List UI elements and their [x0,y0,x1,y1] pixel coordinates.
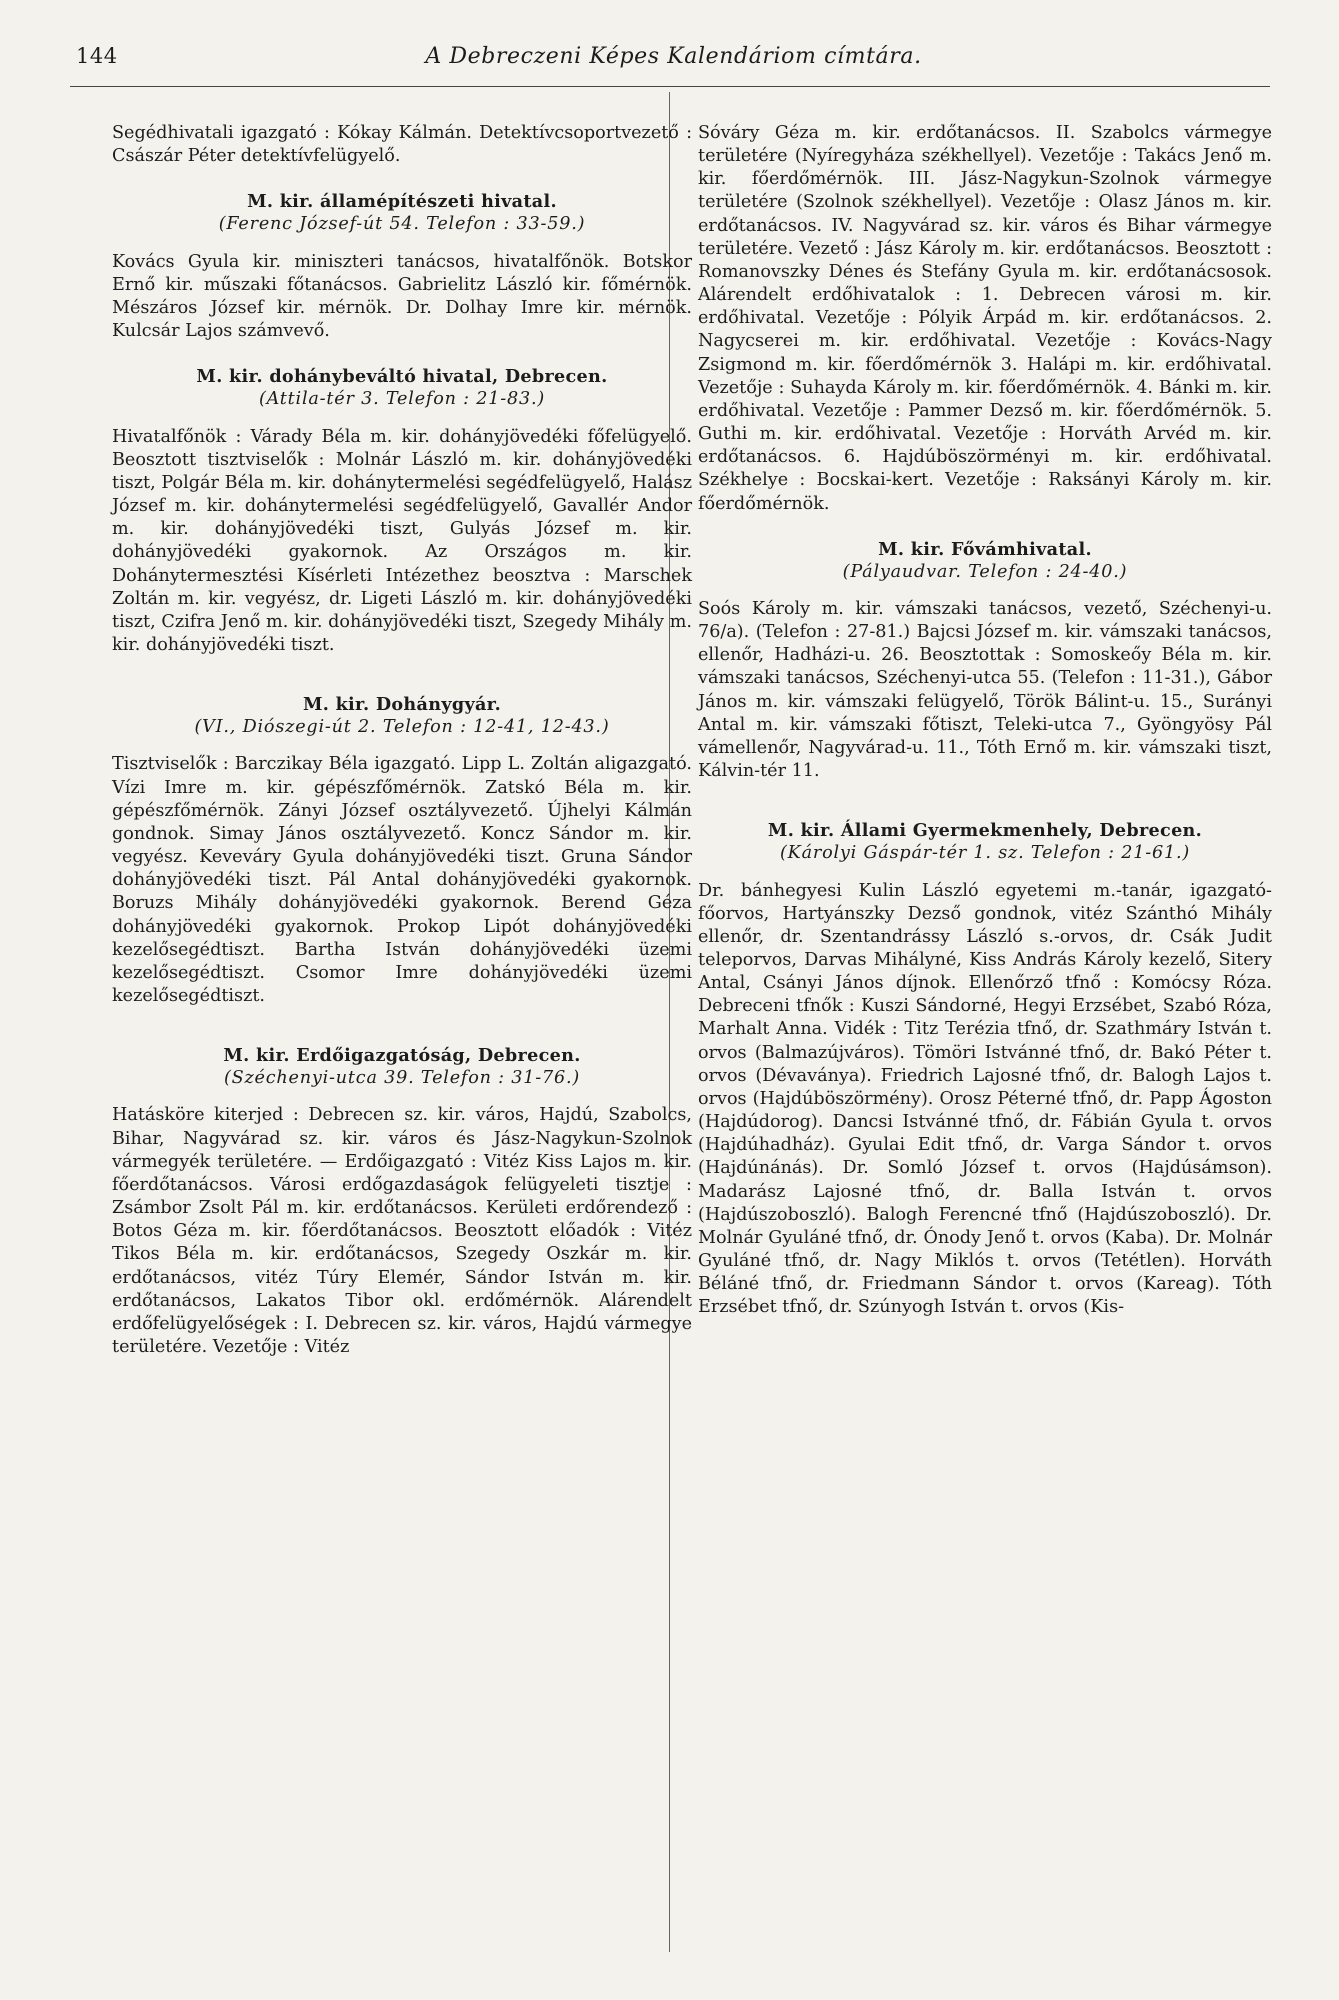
section-body-dohanybevalto: Hivatalfőnök : Várady Béla m. kir. dohányjövedéki főfelügyelő. Beosztott tisztviselők : Molnár László m. kir. dohányjövedéki tiszt, Polgár Béla m. kir. dohánytermelési segédfelügyelő, Halász József m. kir. dohánytermelési segédfelügyelő, Gavallér Andor m. kir. dohányjövedéki tiszt, Gulyás József m. kir. dohányjövedéki gyakornok. Az Országos m. kir. Dohánytermesztési Kísérleti Intézethez beosztva : Marschek Zoltán m. kir. vegyész, dr. Ligeti László m. kir. dohányjövedéki tiszt, Czifra Jenő m. kir. dohányjövedéki tiszt, Szegedy Mihály m. kir. dohányjövedéki tiszt. [112,426,692,655]
continued-paragraph: Sóváry Géza m. kir. erdőtanácsos. II. Szabolcs vármegye területére (Nyíregyháza székhellyel). Vezetője : Takács Jenő m. kir. főerdőmérnök. III. Jász-Nagykun-Szolnok vármegye területére (Szolnok székhellyel). Vezetője : Olasz János m. kir. erdőtanácsos. IV. Nagyvárad sz. kir. város és Bihar vármegye területére. Vezető : Jász Károly m. kir. erdőtanácsos. Beosztott : Romanovszky Dénes és Stefány Gyula m. kir. erdőtanácsosok. Alárendelt erdőhivatalok : 1. Debrecen városi m. kir. erdőhivatal. Vezetője : Pólyik Árpád m. kir. erdőtanácsos. 2. Nagycserei m. kir. erdőhivatal. Vezetője : Kovács-Nagy Zsigmond m. kir. főerdőmérnök 3. Halápi m. kir. erdőhivatal. Vezetője : Suhayda Károly m. kir. főerdőmérnök. 4. Bánki m. kir. erdőhivatal. Vezetője : Pammer Dezső m. kir. főerdőmérnök. 5. Guthi m. kir. erdőhivatal. Vezetője : Horváth Arvéd m. kir. erdőtanácsos. 6. Hajdúböszörményi m. kir. erdőhivatal. Székhelye : Bocskai-kert. Vezetője : Raksányi Károly m. kir. főerdőmérnök. [698,123,1272,514]
page-number: 144 [76,44,118,68]
section-body-gyermekmenhely: Dr. bánhegyesi Kulin László egyetemi m.-tanár, igazgató-főorvos, Hartyánszky Dezső gondnok, vitéz Szánthó Mihály ellenőr, dr. Szentandrássy László s.-orvos, dr. Csák Judit teleporvos, Darvas Mihályné, Kiss András Károly kezelő, Sitery Antal, Csányi János díjnok. Ellenőrző tfnő : Komócsy Róza. Debreceni tfnők : Kuszi Sándorné, Hegyi Erzsébet, Szabó Róza, Marhalt Anna. Vidék : Titz Terézia tfnő, dr. Szathmáry István t. orvos (Balmazújváros). Tömöri Istvánné tfnő, dr. Bakó Péter t. orvos (Dévaványa). Friedrich Lajosné tfnő, dr. Balogh Lajos t. orvos (Hajdúböszörmény). Orosz Péterné tfnő, dr. Papp Ágoston (Hajdúdorog). Dancsi Istvánné tfnő, dr. Fábián Gyula t. orvos (Hajdúhadház). Gyulai Edit tfnő, dr. Varga Sándor t. orvos (Hajdúnánás). Dr. Somló József t. orvos (Hajdúsámson). Madarász Lajosné tfnő, dr. Balla István t. orvos (Hajdúszoboszló). Balogh Ferencné tfnő (Hajdúszoboszló). Dr. Molnár Gyuláné tfnő, dr. Ónody Jenő t. orvos (Kaba). Dr. Molnár Gyuláné tfnő, dr. Nagy Miklós t. orvos (Tetétlen). Horváth Béláné tfnő, dr. Friedmann Sándor t. orvos (Kareag). Tóth Erzsébet tfnő, dr. Szúnyogh István t. orvos (Kis- [698,880,1272,1318]
left-column [112,122,692,1359]
section-body-allamepiteszeti: Kovács Gyula kir. miniszteri tanácsos, hivatalfőnök. Botskor Ernő kir. műszaki főtanácsos. Gabrielitz László kir. főmérnök. Mészáros József kir. mérnök. Dr. Dolhay Imre kir. mérnök. Kulcsár Lajos számvevő. [112,251,692,342]
section-body-fovamhivatal: Soós Károly m. kir. vámszaki tanácsos, vezető, Széchenyi-u. 76/a). (Telefon : 27-81.) Bajcsi József m. kir. vámszaki tanácsos, ellenőr, Hadházi-u. 26. Beosztottak : Somoskeőy Béla m. kir. vámszaki tanácsos, Széchenyi-utca 55. (Telefon : 11-31.), Gábor János m. kir. vámszaki felügyelő, Török Bálint-u. 15., Surányi Antal m. kir. vámszaki főtiszt, Teleki-utca 7., Gyöngyösy Pál vámellenőr, Nagyvárad-u. 11., Tóth Ernő m. kir. vámszaki tiszt, Kálvin-tér 11. [698,598,1272,782]
running-title: A Debreczeni Képes Kalendáriom címtára. [425,44,922,69]
section-heading-allamepiteszeti: M. kir. államépítészeti hivatal. [247,191,557,213]
section-address-allamepiteszeti: (Ferenc József-út 54. Telefon : 33-59.) [218,214,586,235]
section-body-dohanygyar: Tisztviselők : Barczikay Béla igazgató. Lipp L. Zoltán aligazgató. Vízi Imre m. kir. gépészfőmérnök. Zatskó Béla m. kir. gépészfőmérnök. Zányi József osztályvezető. Újhelyi Kálmán gondnok. Simay János osztályvezető. Koncz Sándor m. kir. vegyész. Keveváry Gyula dohányjövedéki tiszt. Gruna Sándor dohányjövedéki tiszt. Pál Antal dohányjövedéki gyakornok. Boruzs Mihály dohányjövedéki gyakornok. Berend Géza dohányjövedéki gyakornok. Prokop Lipót dohányjövedéki kezelősegédtiszt. Bartha István dohányjövedéki üzemi kezelősegédtiszt. Csomor Imre dohányjövedéki üzemi kezelősegédtiszt. [112,754,692,1006]
section-address-dohanygyar: (VI., Diószegi-út 2. Telefon : 12-41, 12-43.) [194,717,610,738]
section-heading-dohanybevalto: M. kir. dohánybeváltó hivatal, Debrecen. [196,366,608,388]
section-address-fovamhivatal: (Pályaudvar. Telefon : 24-40.) [842,561,1128,582]
section-heading-erdoigazgatosag: M. kir. Erdőigazgatóság, Debrecen. [223,1045,581,1067]
section-heading-gyermekmenhely: M. kir. Állami Gyermekmenhely, Debrecen. [767,820,1203,842]
section-heading-fovamhivatal: M. kir. Fővámhivatal. [878,538,1092,560]
section-address-erdoigazgatosag: (Széchenyi-utca 39. Telefon : 31-76.) [223,1068,581,1089]
section-address-dohanybevalto: (Attila-tér 3. Telefon : 21-83.) [258,389,546,410]
page-header [76,44,1271,88]
section-address-gyermekmenhely: (Károlyi Gáspár-tér 1. sz. Telefon : 21-61.) [779,843,1191,864]
section-body-erdoigazgatosag: Hatásköre kiterjed : Debrecen sz. kir. város, Hajdú, Szabolcs, Bihar, Nagyvárad sz. kir. város és Jász-Nagykun-Szolnok vármegyék területére. — Erdőigazgató : Vitéz Kiss Lajos m. kir. főerdőtanácsos. Városi erdőgazdaságok felügyeleti tisztje : Zsámbor Zsolt Pál m. kir. erdőtanácsos. Kerületi erdőrendező : Botos Géza m. kir. főerdőtanácsos. Beosztott előadók : Vitéz Tikos Béla m. kir. erdőtanácsos, Szegedy Oszkár m. kir. erdőtanácsos, vitéz Túry Elemér, Sándor István m. kir. erdőtanácsos, Lakatos Tibor okl. erdőmérnök. Alárendelt erdőfelügyelőségek : I. Debrecen sz. kir. város, Hajdú vármegye területére. Vezetője : Vitéz [112,1105,692,1358]
header-rule [70,86,1270,87]
section-heading-dohanygyar: M. kir. Dohánygyár. [302,694,502,716]
intro-paragraph: Segédhivatali igazgató : Kókay Kálmán. Detektívcsoportvezető : Császár Péter detektívfelügyelő. [112,123,692,167]
right-column [698,122,1272,1320]
